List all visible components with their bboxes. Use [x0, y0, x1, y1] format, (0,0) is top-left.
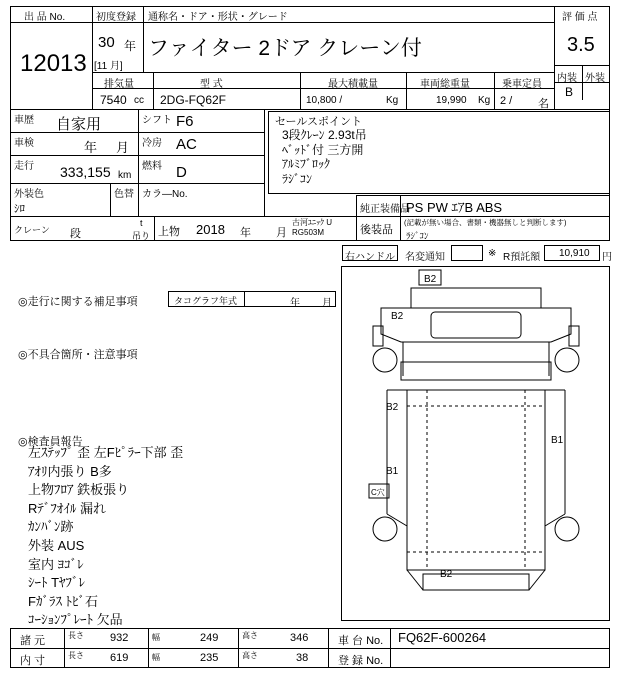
inspector-item: ｺｰｼｮﾝﾌﾟﾚｰﾄ 欠品: [28, 612, 123, 628]
damage-mark: B2: [424, 274, 437, 285]
ac: AC: [176, 136, 197, 153]
divider: [148, 628, 149, 668]
inspector-title: ◎検査員報告: [18, 436, 83, 448]
maxload-label: 最大積載量: [328, 79, 378, 90]
tacho-label: タコグラフ年式: [174, 296, 238, 306]
crane-label: クレーン: [14, 225, 50, 235]
capacity: 2 /: [500, 95, 513, 107]
divider: [64, 628, 65, 668]
color: ｼﾛ: [14, 203, 25, 215]
len-label: 長さ: [68, 651, 84, 660]
sales-point: ｱﾙﾐﾌﾞﾛｯｸ: [282, 157, 331, 172]
color-label: 外装色: [14, 189, 44, 200]
exterior-label: 外装: [585, 73, 605, 84]
aftermarket: ﾗｼﾞｺﾝ: [406, 231, 429, 241]
divider: [110, 183, 111, 216]
inspector-item: Rﾃﾞﾌｵｲﾙ 漏れ: [28, 500, 107, 516]
crane-stage: 段: [70, 228, 81, 240]
divider: [264, 109, 265, 216]
hole-mark: C穴: [371, 488, 385, 497]
body-month-unit: 月: [276, 227, 287, 239]
divider: [153, 72, 154, 109]
mileage-label: 走行: [14, 161, 34, 172]
fuel: D: [176, 164, 187, 181]
divider: [10, 109, 610, 110]
inspector-item: 左ｽﾃｯﾌﾟ 歪 左Fﾋﾟﾗｰ下部 歪: [28, 445, 184, 460]
shift: F6: [176, 113, 194, 130]
cab-outline: [381, 308, 571, 342]
gvw-unit: Kg: [478, 95, 491, 106]
damage-mark: B2: [440, 569, 453, 580]
crane-t: t: [140, 218, 143, 228]
divider: [10, 648, 610, 649]
recycle-mark: ※: [488, 248, 497, 259]
sales-point: ﾍﾞｯﾄﾞ付 三方開: [282, 142, 364, 157]
divider: [10, 183, 264, 184]
color-code-label: カラ―No.: [142, 189, 188, 200]
inspector-item: ｱｵﾘ内張り B多: [28, 463, 112, 479]
inspector-item: ｶﾝﾊﾞﾝ跡: [28, 519, 74, 535]
mileage-unit: km: [118, 170, 132, 181]
front-left-wheel: [373, 348, 397, 372]
crane-hoist: 吊り: [132, 231, 151, 241]
tacho-year: 年: [290, 298, 300, 309]
inner-width: 235: [200, 652, 219, 664]
history-label: 車歴: [14, 115, 34, 126]
divider: [406, 72, 407, 109]
color-no-label: 色替: [114, 189, 134, 200]
cab-roof: [411, 288, 541, 308]
height-label: 高さ: [242, 631, 258, 640]
capacity-label: 乗車定員: [502, 79, 542, 90]
divider: [554, 6, 555, 109]
disp-unit: cc: [134, 95, 144, 106]
body-mount-label: 上物: [158, 226, 180, 238]
divider: [582, 65, 583, 100]
tacho-month: 月: [322, 298, 332, 309]
len-label: 長さ: [68, 631, 84, 640]
reg-year: 30: [98, 34, 115, 51]
reg-no-label: 登 録 No.: [338, 655, 384, 667]
inspector-list: [28, 444, 183, 630]
damage-mark: B1: [386, 466, 399, 477]
divider: [494, 72, 495, 109]
damage-mark: B1: [551, 435, 564, 446]
inner-length: 619: [110, 652, 129, 664]
divider: [138, 109, 139, 216]
inspection-month: 月: [116, 140, 130, 155]
inner-label: 内 寸: [20, 655, 46, 667]
divider: [238, 628, 239, 668]
spec-length: 932: [110, 632, 129, 644]
body-model: RG503M: [292, 228, 325, 237]
width-label: 幅: [152, 633, 160, 642]
interior-label: 内装: [557, 73, 577, 84]
inner-height: 38: [296, 652, 309, 664]
defects-title: ◎不具合箇所・注意事項: [18, 349, 138, 361]
chassis-label: 車 台 No.: [338, 635, 384, 647]
recycle-unit: 円: [602, 252, 612, 263]
sales-point: 3段ｸﾚｰﾝ 2.93t吊: [282, 128, 367, 142]
inspector-item: 室内 ﾖｺﾞﾚ: [28, 556, 84, 572]
inspection-label: 車検: [14, 138, 34, 149]
body-year-unit: 年: [240, 227, 251, 239]
spec-label: 諸 元: [20, 635, 46, 647]
interior-grade: B: [565, 85, 574, 99]
reg-year-unit: 年: [124, 39, 137, 53]
rear-left-wheel: [373, 517, 397, 541]
lot-number: 12013: [20, 50, 87, 77]
genuine-label: 純正装備品: [360, 204, 410, 215]
divider: [328, 628, 329, 668]
gvw-label: 車両総重量: [420, 79, 470, 90]
height-label: 高さ: [242, 651, 258, 660]
cargo-bed: [407, 390, 545, 570]
rear-right-wheel: [555, 517, 579, 541]
body-year: 2018: [196, 222, 225, 237]
spec-height: 346: [290, 632, 309, 644]
inspector-item: Fｶﾞﾗｽ ﾄﾋﾞ石: [28, 593, 99, 609]
damage-mark: B2: [391, 311, 404, 322]
aftermarket-note: (記載が無い場合、書類・機器無しと判断します): [404, 218, 567, 227]
divider: [92, 88, 554, 89]
fuel-label: 燃料: [142, 161, 162, 172]
divider: [300, 72, 301, 109]
model-header: 通称名・ドア・形状・グレード: [148, 12, 288, 23]
spec-width: 249: [200, 632, 219, 644]
sales-points-list: [282, 128, 367, 186]
gvw: 19,990: [436, 95, 467, 106]
name-change-box: [451, 245, 483, 261]
vehicle-name: ファイター 2ドア クレーン付: [148, 37, 422, 60]
divider: [390, 628, 391, 668]
mileage: 333,155: [60, 164, 111, 180]
history: 自家用: [56, 116, 102, 133]
sales-title: セールスポイント: [275, 116, 363, 128]
handle: 右ハンドル: [345, 252, 395, 263]
recycle-label: R預託額: [503, 252, 541, 263]
shift-label: シフト: [142, 115, 172, 126]
windshield: [431, 312, 521, 338]
inspector-item: ｼｰﾄ Tﾔﾌﾞﾚ: [28, 575, 86, 591]
aftermarket-label: 後装品: [360, 224, 393, 236]
divider: [10, 155, 264, 156]
divider: [244, 291, 245, 307]
disp-label: 排気量: [104, 79, 134, 90]
front-right-wheel: [555, 348, 579, 372]
damage-mark: B2: [386, 402, 399, 413]
width-label: 幅: [152, 653, 160, 662]
body-maker: 古河ﾕﾆｯｸ U: [292, 218, 332, 227]
max-load: 10,800 /: [306, 95, 343, 106]
type-label: 型 式: [200, 79, 223, 90]
genuine-equipment: PS PW ｴｱB ABS: [406, 200, 503, 215]
divider: [154, 216, 155, 241]
cab-side: [401, 362, 551, 380]
inspector-item: 外装 AUS: [28, 537, 85, 553]
model-code: 2DG-FQ62F: [160, 93, 227, 107]
name-change-label: 名変通知: [405, 252, 445, 263]
driving-title: ◎走行に関する補足事項: [18, 296, 138, 308]
divider: [143, 22, 144, 72]
truck-diagram: [341, 266, 610, 621]
maxload-unit: Kg: [386, 95, 399, 106]
inspector-item: 上物ﾌﾛｱ 鉄板張り: [28, 482, 130, 498]
score: 3.5: [567, 34, 595, 56]
score-label: 評 価 点: [562, 12, 598, 23]
lot-label: 出 品 No.: [24, 12, 66, 23]
inspection-year: 年: [84, 140, 98, 155]
reg-label: 初度登録: [96, 12, 136, 23]
divider: [143, 6, 144, 22]
divider: [92, 72, 554, 73]
chassis-no: FQ62F-600264: [398, 630, 487, 645]
divider: [10, 132, 264, 133]
ac-label: 冷房: [142, 138, 162, 149]
recycle-amount: 10,910: [559, 248, 590, 259]
displacement: 7540: [100, 93, 127, 107]
reg-month: [11 月]: [94, 61, 123, 72]
rear-gate: [423, 574, 529, 590]
sales-point: ﾗｼﾞｺﾝ: [282, 171, 313, 186]
capacity-unit: 名: [538, 98, 549, 110]
